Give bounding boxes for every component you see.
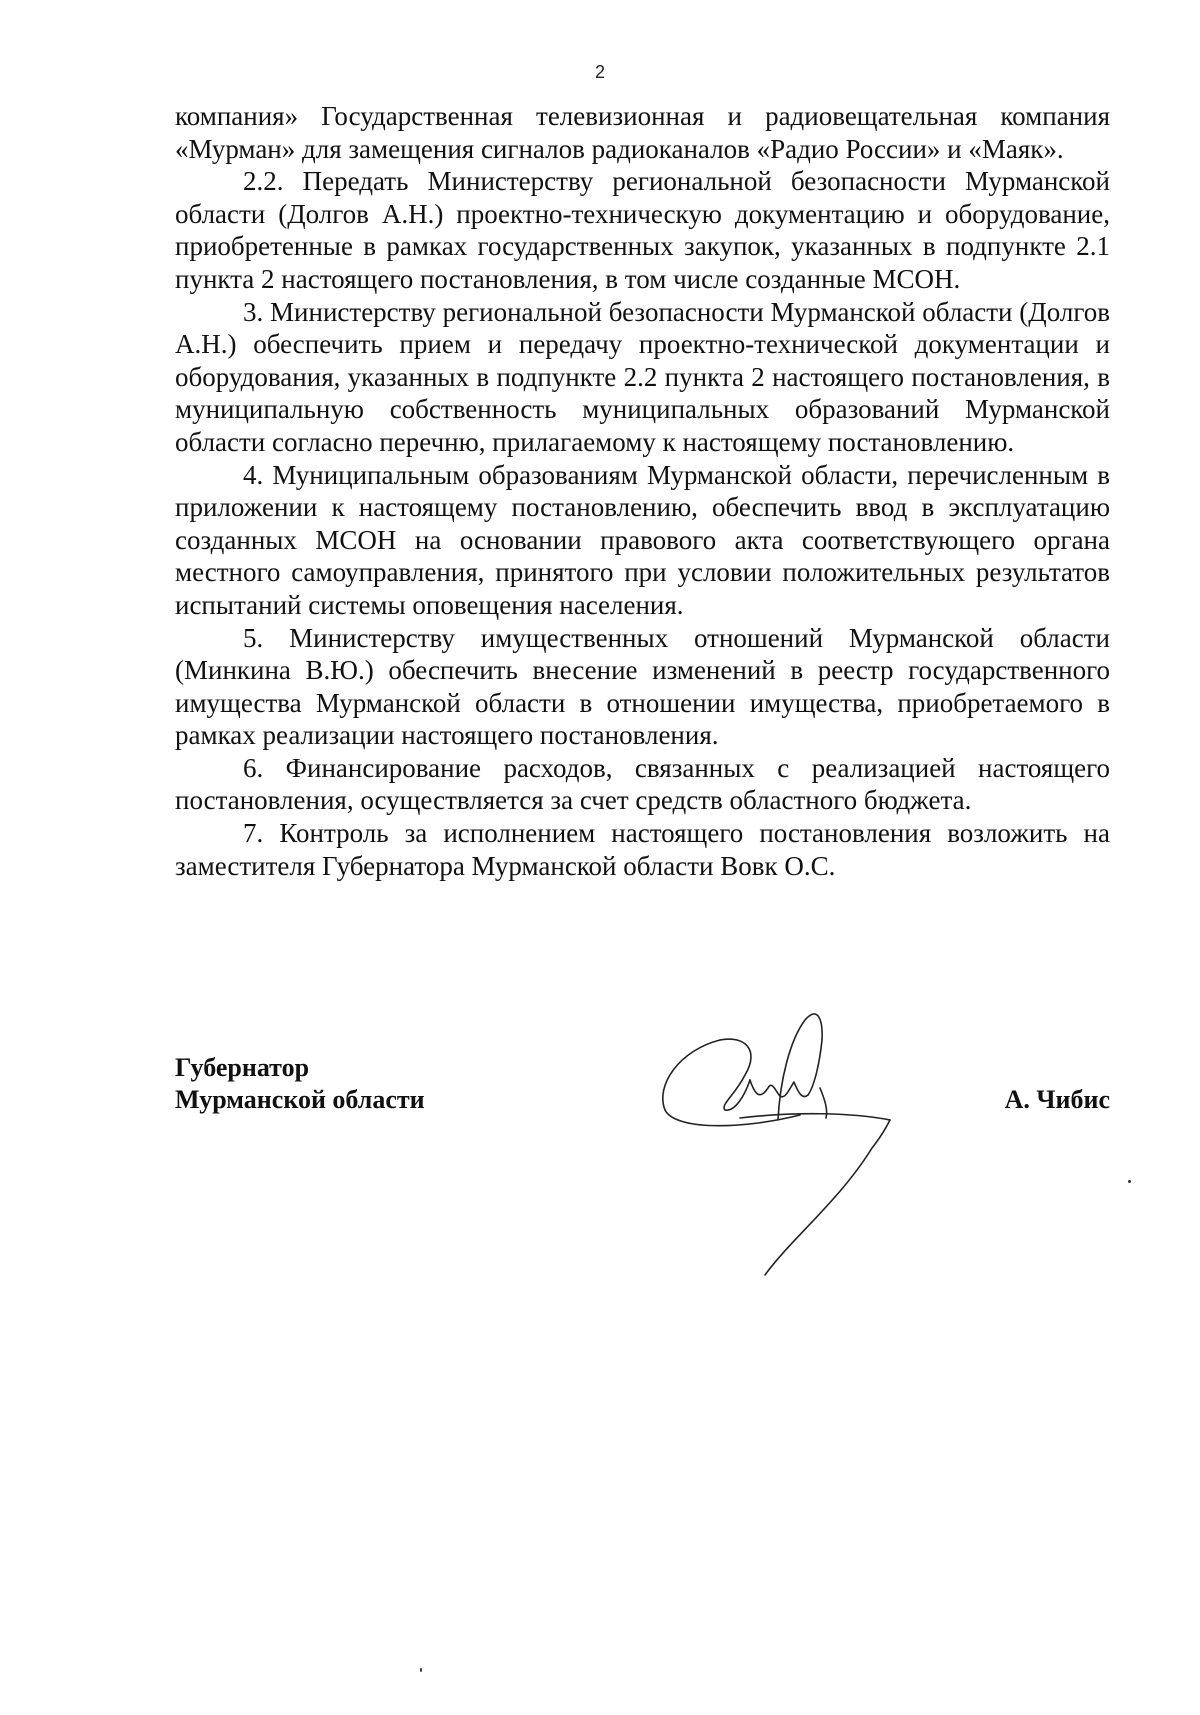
paragraph-7: 7. Контроль за исполнением настоящего постановления возложить на заместителя Губернатора Мурманской области Вовк О.С. (175, 818, 1110, 881)
paragraph-4: 4. Муниципальным образованиям Мурманской области, перечисленным в приложении к настоящему постановлению, обеспечить ввод в эксплуатацию созданных МСОН на основании правового акта соответствующего органа местного самоуправления, принятого при условии положительных результатов испытаний системы оповещения населения. (175, 459, 1110, 620)
paragraph-5: 5. Министерству имущественных отношений Мурманской области (Минкина В.Ю.) обеспечить внесение изменений в реестр государственного имущества Мурманской области в отношении имущества, приобретаемого в рамках реализации настоящего постановления. (175, 622, 1110, 751)
signer-title-line1: Губернатор (175, 1053, 310, 1082)
page-number: 2 (594, 62, 605, 82)
scan-speck (1128, 1180, 1131, 1183)
signer-title-line2: Мурманской области (175, 1085, 425, 1114)
paragraph-6: 6. Финансирование расходов, связанных с реализацией настоящего постановления, осуществляется за счет средств областного бюджета. (175, 752, 1110, 816)
paragraph-2-2: 2.2. Передать Министерству региональной безопасности Мурманской области (Долгов А.Н.) проектно-техническую документацию и оборудование, приобретенные в рамках государственных закупок, указанных в подпункте 2.1 пункта 2 настоящего постановления, в том числе созданные МСОН. (175, 166, 1110, 294)
paragraph-continuation: компания» Государственная телевизионная и радиовещательная компания «Мурман» для замещения сигналов радиоканалов «Радио России» и «Маяк». (175, 101, 1110, 164)
signer-title (175, 1052, 425, 1116)
document-body (175, 100, 1110, 882)
signer-name: А. Чибис (1004, 1085, 1110, 1114)
scan-speck (420, 1668, 422, 1672)
handwritten-signature (650, 1000, 920, 1280)
paragraph-3: 3. Министерству региональной безопасности Мурманской области (Долгов А.Н.) обеспечить прием и передачу проектно-технической документации и оборудования, указанных в подпункте 2.2 пункта 2 настоящего постановления, в муниципальную собственность муниципальных образований Мурманской области согласно перечню, прилагаемому к настоящему постановлению. (175, 296, 1110, 457)
